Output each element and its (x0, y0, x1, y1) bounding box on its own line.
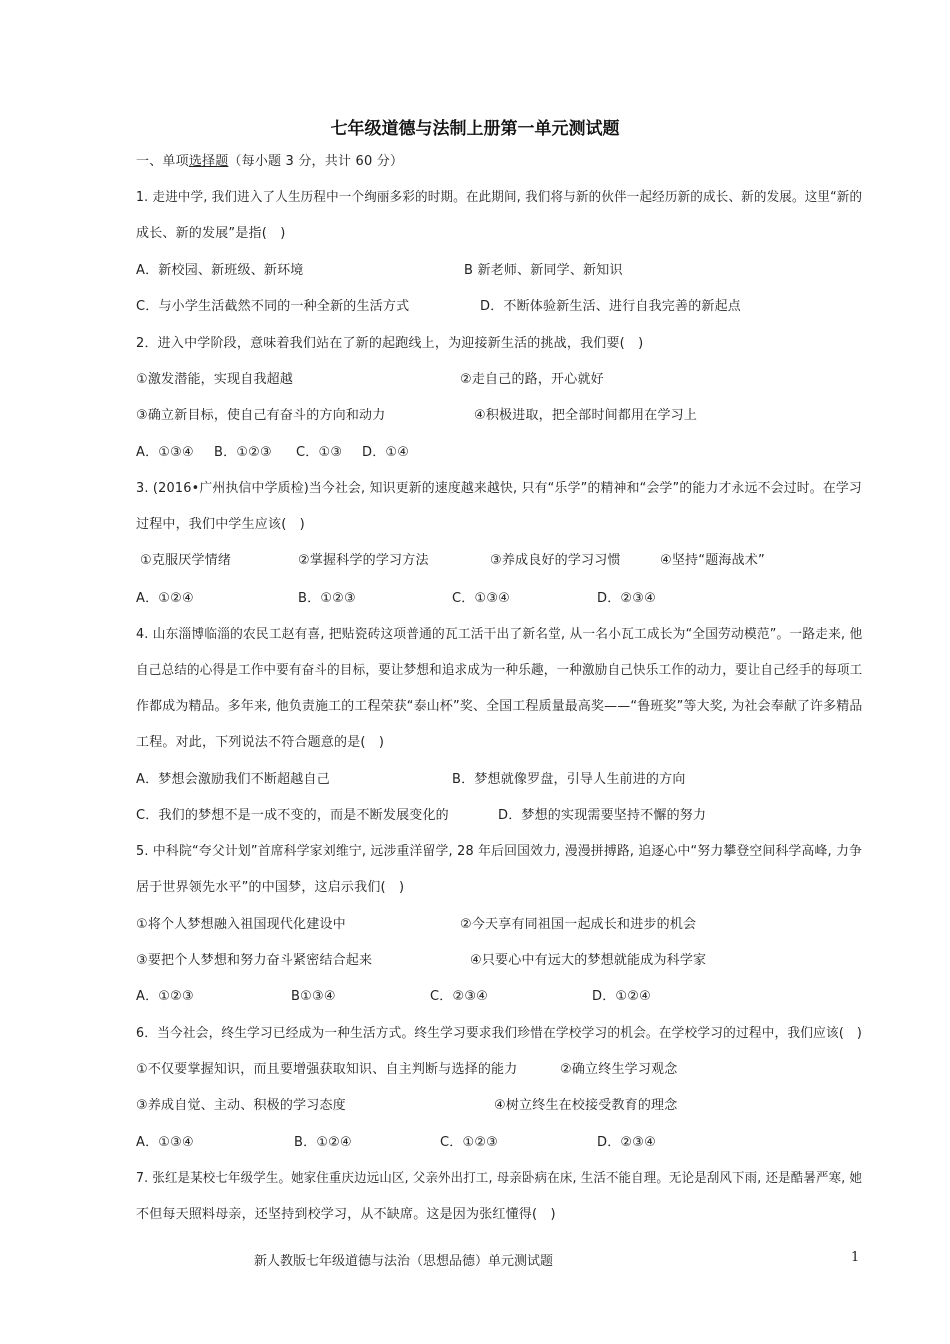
q4-stem-line-2: 自己总结的心得是工作中要有奋斗的目标，要让梦想和追求成为一种乐趣，一种激励自己快乐工作的动力，要让自己经手的每项工 (136, 663, 863, 678)
q3-stem-line-2: 过程中，我们中学生应该( ) (136, 517, 305, 532)
footer-text: 新人教版七年级道德与法治（思想品德）单元测试题 (254, 1254, 554, 1269)
q5-item-2: ②今天享有同祖国一起成长和进步的机会 (460, 917, 697, 932)
q3-option-a: A．①②④ (136, 591, 194, 606)
q6-item-4: ④树立终生在校接受教育的理念 (494, 1098, 678, 1113)
q5-option-b: B①③④ (291, 989, 336, 1004)
q3-option-c: C．①③④ (452, 591, 511, 606)
q6-stem-line-1: 6．当今社会，终生学习已经成为一种生活方式。终生学习要求我们珍惜在学校学习的机会。在学校学习的过程中，我们应该( ) (136, 1026, 863, 1041)
section-suffix: （每小题 3 分，共计 60 分） (228, 154, 404, 169)
q3-item-3: ③养成良好的学习习惯 (490, 553, 621, 568)
q6-option-b: B．①②④ (294, 1135, 352, 1150)
q3-option-b: B．①②③ (298, 591, 356, 606)
q1-stem-line-1: 1. 走进中学, 我们进入了人生历程中一个绚丽多彩的时期。在此期间, 我们将与新的伙伴一起经历新的成长、新的发展。这里“新的 (136, 190, 863, 205)
q4-option-a: A．梦想会激励我们不断超越自己 (136, 772, 330, 787)
q4-option-b: B．梦想就像罗盘，引导人生前进的方向 (452, 772, 686, 787)
q7-stem-line-1: 7. 张红是某校七年级学生。她家住重庆边远山区, 父亲外出打工, 母亲卧病在床, 生活不能自理。无论是刮风下雨, 还是酷暑严寒, 她 (136, 1171, 863, 1186)
q4-option-d: D．梦想的实现需要坚持不懈的努力 (498, 808, 707, 823)
q5-option-d: D．①②④ (592, 989, 651, 1004)
q6-item-1: ①不仅要掌握知识，而且要增强获取知识、自主判断与选择的能力 (136, 1062, 518, 1077)
q3-item-2: ②掌握科学的学习方法 (298, 553, 429, 568)
q5-item-4: ④只要心中有远大的梦想就能成为科学家 (470, 953, 707, 968)
q3-option-d: D．②③④ (597, 591, 656, 606)
q1-stem-line-2: 成长、新的发展”是指( ) (136, 226, 286, 241)
q5-option-a: A．①②③ (136, 989, 194, 1004)
q2-item-2: ②走自己的路，开心就好 (460, 372, 604, 387)
q1-option-d: D．不断体验新生活、进行自我完善的新起点 (480, 299, 742, 314)
q2-option-d: D．①④ (362, 445, 410, 460)
page-number: 1 (851, 1250, 860, 1265)
q7-stem-line-2: 不但每天照料母亲，还坚持到校学习，从不缺席。这是因为张红懂得( ) (136, 1207, 556, 1222)
q6-option-d: D．②③④ (597, 1135, 656, 1150)
section-heading (136, 153, 403, 171)
q5-stem-line-2: 居于世界领先水平”的中国梦，这启示我们( ) (136, 880, 405, 895)
q4-stem-line-4: 工程。对此，下列说法不符合题意的是( ) (136, 735, 385, 750)
q5-stem-line-1: 5. 中科院“夸父计划”首席科学家刘维宁, 远涉重洋留学, 28 年后回国效力, 漫漫拼搏路, 追逐心中“努力攀登空间科学高峰, 力争 (136, 844, 863, 859)
q1-option-a: A．新校园、新班级、新环境 (136, 263, 304, 278)
q2-option-a: A．①③④ (136, 445, 194, 460)
q6-item-3: ③养成自觉、主动、积极的学习态度 (136, 1098, 346, 1113)
q2-item-4: ④积极进取，把全部时间都用在学习上 (474, 408, 698, 423)
q3-stem-line-1: 3. (2016•广州执信中学质检)当今社会, 知识更新的速度越来越快, 只有“乐学”的精神和“会学”的能力才永远不会过时。在学习 (136, 481, 862, 496)
q6-option-c: C．①②③ (440, 1135, 499, 1150)
q6-item-2: ②确立终生学习观念 (560, 1062, 678, 1077)
q1-option-b: B 新老师、新同学、新知识 (464, 263, 623, 278)
q4-stem-line-3: 作都成为精品。多年来, 他负责施工的工程荣获“泰山杯”奖、全国工程质量最高奖——“鲁班奖”等大奖, 为社会奉献了许多精品 (136, 699, 863, 714)
q2-option-b: B．①②③ (214, 445, 272, 460)
q4-stem-line-1: 4. 山东淄博临淄的农民工赵有喜, 把贴瓷砖这项普通的瓦工活干出了新名堂, 从一名小瓦工成长为“全国劳动模范”。一路走来, 他 (136, 627, 863, 642)
page-title: 七年级道德与法制上册第一单元测试题 (330, 119, 620, 139)
q5-option-c: C．②③④ (430, 989, 489, 1004)
q3-item-1: ①克服厌学情绪 (140, 553, 232, 568)
q2-item-1: ①激发潜能，实现自我超越 (136, 372, 294, 387)
q2-stem-line-1: 2．进入中学阶段，意味着我们站在了新的起跑线上，为迎接新生活的挑战，我们要( ) (136, 336, 644, 351)
q5-item-1: ①将个人梦想融入祖国现代化建设中 (136, 917, 346, 932)
q2-item-3: ③确立新目标，使自己有奋斗的方向和动力 (136, 408, 386, 423)
q5-item-3: ③要把个人梦想和努力奋斗紧密结合起来 (136, 953, 373, 968)
section-underlined-term: 选择题 (188, 154, 229, 169)
q1-option-c: C．与小学生活截然不同的一种全新的生活方式 (136, 299, 410, 314)
q4-option-c: C．我们的梦想不是一成不变的，而是不断发展变化的 (136, 808, 449, 823)
q2-option-c: C．①③ (296, 445, 343, 460)
q6-option-a: A．①③④ (136, 1135, 194, 1150)
section-prefix: 一、单项 (136, 154, 189, 169)
q3-item-4: ④坚持“题海战术” (660, 553, 765, 568)
